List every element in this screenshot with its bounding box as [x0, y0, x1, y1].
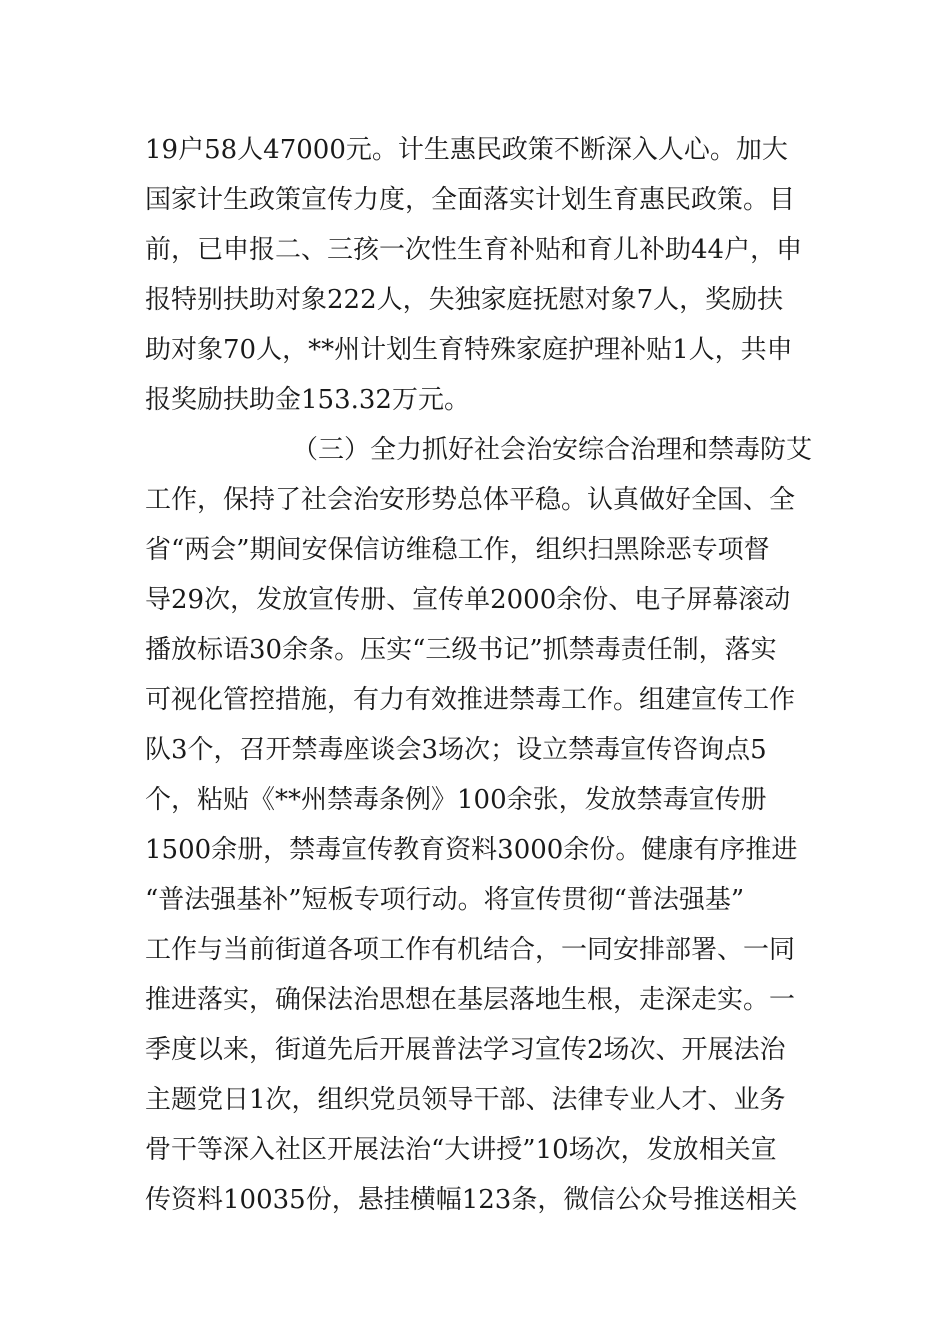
text-line: 国家计生政策宣传力度，全面落实计划生育惠民政策。目 [145, 185, 796, 215]
text-line: 季度以来，街道先后开展普法学习宣传2场次、开展法治 [145, 1035, 786, 1065]
text-line: 前，已申报二、三孩一次性生育补贴和育儿补助44户，申 [145, 235, 803, 265]
text-line: 推进落实，确保法治思想在基层落地生根，走深走实。一 [145, 985, 796, 1015]
text-line: 播放标语30余条。压实“三级书记”抓禁毒责任制，落实 [145, 635, 777, 665]
text-line: 主题党日1次，组织党员领导干部、法律专业人才、业务 [145, 1085, 786, 1115]
text-line: 队3个，召开禁毒座谈会3场次；设立禁毒宣传咨询点5 [145, 735, 767, 765]
text-line: 骨干等深入社区开展法治“大讲授”10场次，发放相关宣 [145, 1135, 777, 1165]
section-heading: （三）全力抓好社会治安综合治理和禁毒防艾 [292, 435, 813, 465]
text-line: 导29次，发放宣传册、宣传单2000余份、电子屏幕滚动 [145, 585, 791, 615]
text-line: 可视化管控措施，有力有效推进禁毒工作。组建宣传工作 [145, 685, 796, 715]
text-line: 传资料10035份，悬挂横幅123条，微信公众号推送相关 [145, 1185, 798, 1215]
text-line: 工作与当前街道各项工作有机结合，一同安排部署、一同 [145, 935, 796, 965]
text-line: 省“两会”期间安保信访维稳工作，组织扫黑除恶专项督 [145, 535, 770, 565]
text-line: 19户58人47000元。计生惠民政策不断深入人心。加大 [145, 135, 788, 165]
text-line: 报奖励扶助金153.32万元。 [145, 385, 470, 415]
text-line: 报特别扶助对象222人，失独家庭抚慰对象7人，奖励扶 [145, 285, 784, 315]
text-line: “普法强基补”短板专项行动。将宣传贯彻“普法强基” [145, 885, 745, 915]
text-line: 工作，保持了社会治安形势总体平稳。认真做好全国、全 [145, 485, 796, 515]
text-line: 个，粘贴《**州禁毒条例》100余张，发放禁毒宣传册 [145, 785, 767, 815]
text-line: 1500余册，禁毒宣传教育资料3000余份。健康有序推进 [145, 835, 798, 865]
text-line: 助对象70人，**州计划生育特殊家庭护理补贴1人，共申 [145, 335, 793, 365]
